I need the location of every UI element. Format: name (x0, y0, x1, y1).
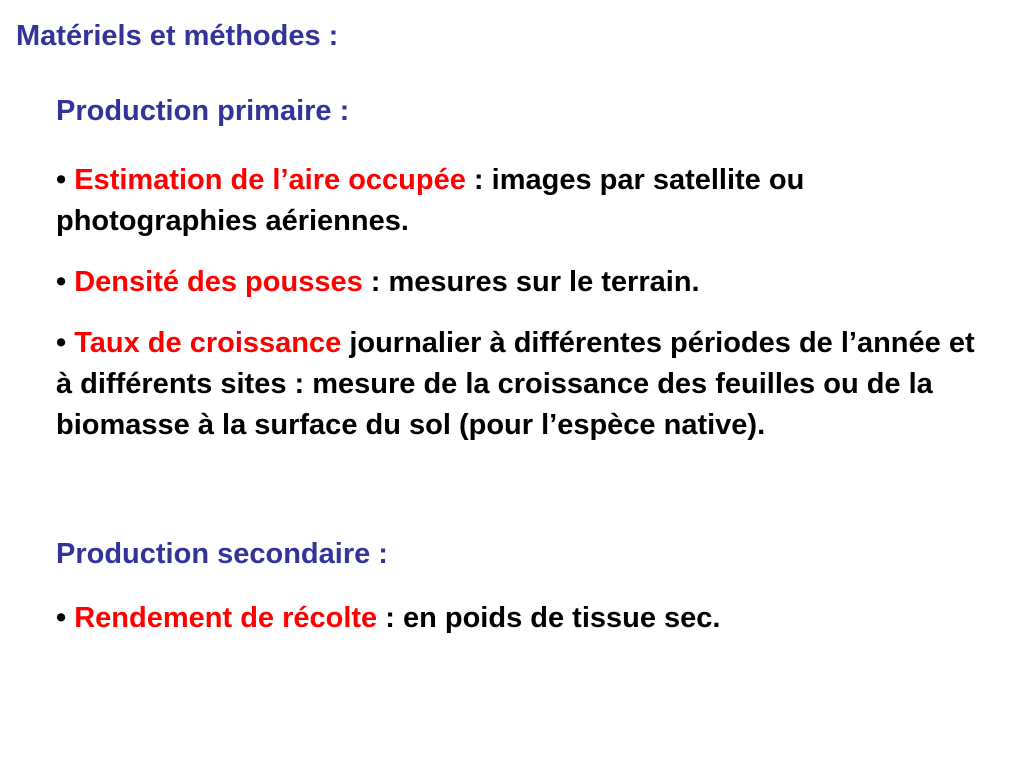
bullet-marker: • (56, 327, 67, 359)
bullet-text: : images par satellite ou photographies aériennes. (56, 164, 805, 237)
bullet-marker: • (56, 602, 67, 634)
bullet-term: Taux de croissance (74, 327, 342, 359)
bullet-shoot-density (56, 262, 986, 303)
bullet-marker: • (56, 164, 67, 196)
bullet-text: : en poids de tissue sec. (377, 602, 721, 634)
bullet-term: Estimation de l’aire occupée (74, 164, 466, 196)
primary-production-heading: Production primaire : (56, 95, 350, 127)
bullet-area-estimation (56, 160, 986, 242)
bullet-term: Rendement de récolte (74, 602, 378, 634)
secondary-production-heading: Production secondaire : (56, 538, 388, 570)
slide-title: Matériels et méthodes : (16, 20, 339, 52)
bullet-term: Densité des pousses (74, 266, 363, 298)
bullet-marker: • (56, 266, 67, 298)
bullet-text: journalier à différentes périodes de l’année et à différents sites : mesure de la croissance des feuilles ou de la biomasse à la surface du sol (pour l’espèce native). (56, 327, 975, 441)
bullet-harvest-yield (56, 598, 986, 639)
bullet-text: : mesures sur le terrain. (362, 266, 700, 298)
bullet-growth-rate (56, 323, 986, 446)
